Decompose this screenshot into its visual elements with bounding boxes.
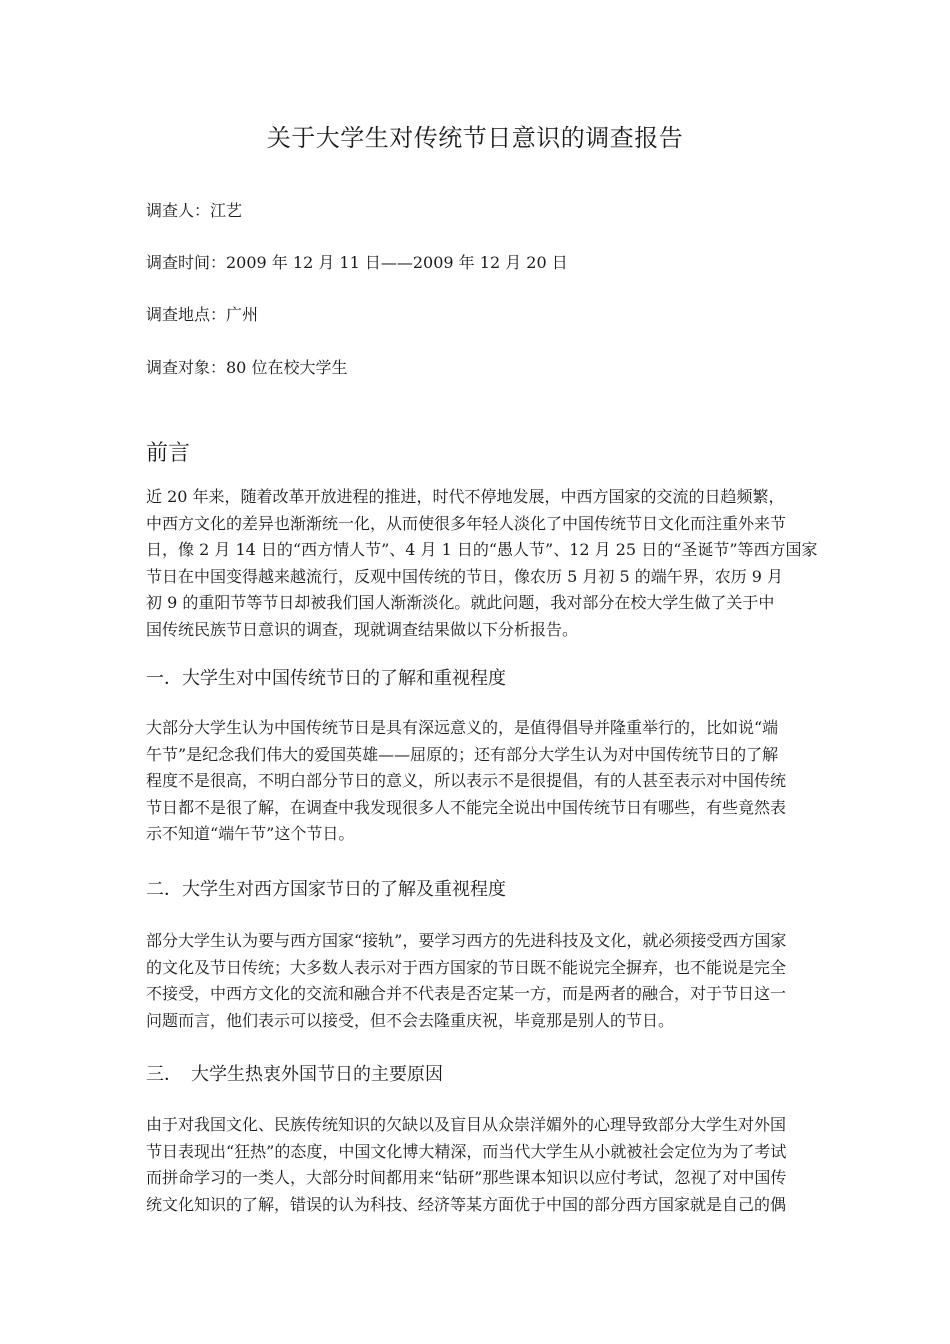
paragraph-line: 示不知道“端午节”这个节日。 xyxy=(146,824,355,843)
paragraph-line: 问题而言，他们表示可以接受，但不会去隆重庆祝，毕竟那是别人的节日。 xyxy=(146,1010,675,1030)
paragraph-line: 节日表现出“狂热”的态度，中国文化博大精深，而当代大学生从小就被社会定位为为了考试 xyxy=(146,1141,787,1161)
report-title: 关于大学生对传统节日意识的调查报告 xyxy=(266,124,684,152)
paragraph-line: 由于对我国文化、民族传统知识的欠缺以及盲目从众崇洋媚外的心理导致部分大学生对外国 xyxy=(146,1115,787,1134)
paragraph-line: 而拼命学习的一类人，大部分时间都用来“钻研”那些课本知识以应付考试，忽视了对中国传 xyxy=(146,1168,787,1187)
paragraph-line: 节日在中国变得越来越流行，反观中国传统的节日，像农历 5 月初 5 的端午界，农历 9 月 xyxy=(146,566,784,586)
survey-time-line: 调查时间：2009 年 12 月 11 日——2009 年 12 月 20 日 xyxy=(146,253,568,272)
investigator-line: 调查人：江艺 xyxy=(146,201,243,220)
preface-paragraph xyxy=(146,484,818,643)
paragraph-line: 程度不是很高，不明白部分节日的意义，所以表示不是很提倡，有的人甚至表示对中国传统 xyxy=(146,771,787,790)
paragraph-line: 中西方文化的差异也渐渐统一化，从而使很多年轻人淡化了中国传统节日文化而注重外来节 xyxy=(146,513,787,533)
survey-subject-line: 调查对象：80 位在校大学生 xyxy=(146,358,348,377)
paragraph-line: 午节”是纪念我们伟大的爱国英雄——屈原的；还有部分大学生认为对中国传统节日的了解 xyxy=(146,744,779,764)
section-3-heading: 三． 大学生热衷外国节日的主要原因 xyxy=(146,1064,443,1085)
paragraph-line: 节日都不是很了解，在调查中我发现很多人不能完全说出中国传统节日有哪些，有些竟然表 xyxy=(146,797,787,817)
section-3-paragraph xyxy=(146,1112,810,1218)
section-2-paragraph xyxy=(146,928,810,1034)
paragraph-line: 大部分大学生认为中国传统节日是具有深远意义的，是值得倡导并隆重举行的，比如说“端 xyxy=(146,718,779,737)
paragraph-line: 的文化及节日传统；大多数人表示对于西方国家的节日既不能说完全摒弃，也不能说是完全 xyxy=(146,957,787,977)
paragraph-line: 近 20 年来，随着改革开放进程的推进，时代不停地发展，中西方国家的交流的日趋频繁， xyxy=(146,487,785,506)
survey-place-line: 调查地点：广州 xyxy=(146,305,259,324)
paragraph-line: 日，像 2 月 14 日的“西方情人节”、4 月 1 日的“愚人节”、12 月 25 日的“圣诞节”等西方国家 xyxy=(146,540,818,559)
paragraph-line: 部分大学生认为要与西方国家“接轨”，要学习西方的先进科技及文化，就必须接受西方国家 xyxy=(146,931,787,950)
paragraph-line: 初 9 的重阳节等节日却被我们国人渐渐淡化。就此问题，我对部分在校大学生做了关于中 xyxy=(146,593,775,612)
preface-heading: 前言 xyxy=(146,441,191,466)
section-1-paragraph xyxy=(146,715,810,848)
section-1-heading: 一．大学生对中国传统节日的了解和重视程度 xyxy=(146,668,506,689)
section-2-heading: 二．大学生对西方国家节日的了解及重视程度 xyxy=(146,879,506,900)
paragraph-line: 统文化知识的了解，错误的认为科技、经济等某方面优于中国的部分西方国家就是自己的偶 xyxy=(146,1194,787,1214)
paragraph-line: 国传统民族节日意识的调查，现就调查结果做以下分析报告。 xyxy=(146,619,579,639)
paragraph-line: 不接受，中西方文化的交流和融合并不代表是否定某一方，而是两者的融合，对于节日这一 xyxy=(146,984,787,1003)
